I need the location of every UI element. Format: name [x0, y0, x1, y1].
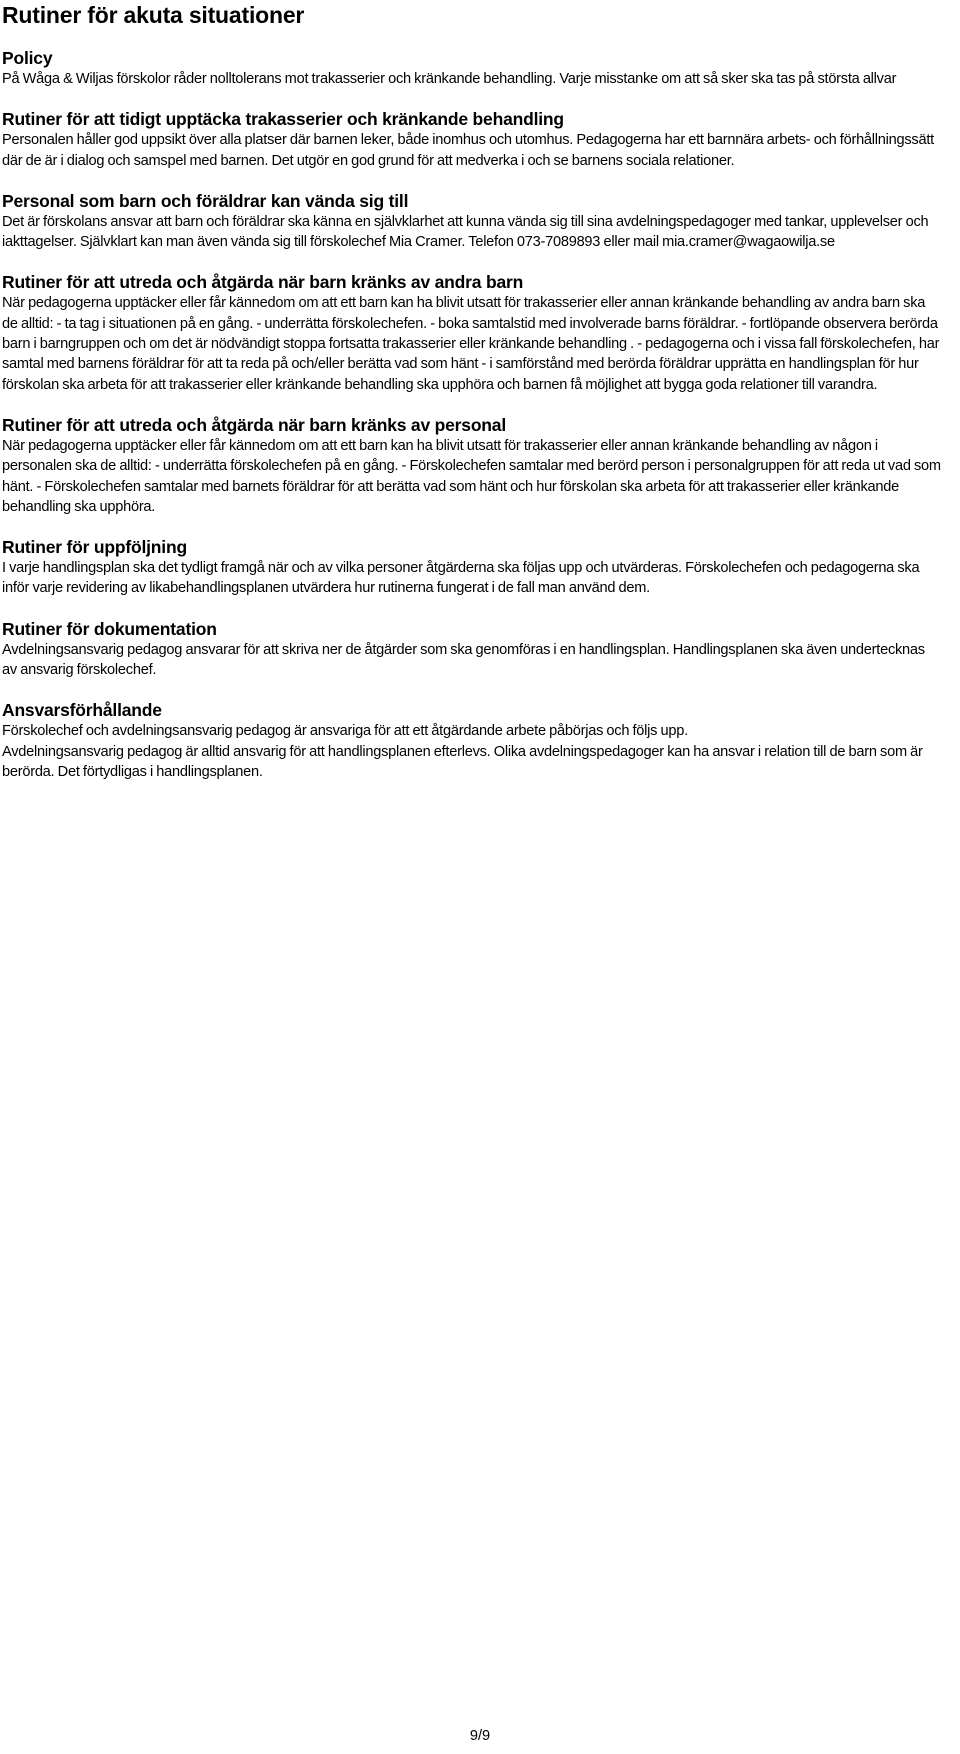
section-heading: Rutiner för att tidigt upptäcka trakasserier och kränkande behandling	[2, 109, 564, 130]
section-paragraph: Avdelningsansvarig pedagog är alltid ansvarig för att handlingsplanen efterlevs. Olika avdelningspedagoger kan ha ansvar i relation till de barn som är berörda. Det förtydligas i handlingsplanen.	[2, 743, 923, 780]
section-heading: Rutiner för dokumentation	[2, 618, 217, 639]
section-paragraph: När pedagogerna upptäcker eller får kännedom om att ett barn kan ha blivit utsatt för trakasserier eller annan kränkande behandling av någon i personalen ska de alltid: - underrätta förskolechefen på en gång. - Förskolechefen samtalar med berörd person i personalgruppen för att reda ut vad som hänt. - Förskolechefen samtalar med barnets föräldrar för att berätta vad som hänt och hur förskolan ska arbeta för att trakasserier eller kränkande behandling ska upphöra.	[2, 437, 941, 515]
section-documentation	[2, 619, 942, 681]
section-follow-up	[2, 537, 942, 599]
section-heading: Rutiner för uppföljning	[2, 537, 187, 558]
section-responsibility	[2, 700, 942, 782]
section-paragraph: Avdelningsansvarig pedagog ansvarar för att skriva ner de åtgärder som ska genomföras i en handlingsplan. Handlingsplanen ska även undertecknas av ansvarig förskolechef.	[2, 641, 925, 679]
section-policy	[2, 48, 942, 89]
section-paragraph: Personalen håller god uppsikt över alla platser där barnen leker, både inomhus och utomhus. Pedagogerna har ett barnnära arbets- och förhållningssätt där de är i dialog och samspel med barnen. Det utgör en god grund för att medverka i och se barnens sociala relationer.	[2, 132, 934, 169]
section-contact-staff	[2, 191, 942, 253]
section-child-offended-by-children	[2, 272, 942, 394]
section-paragraph: Det är förskolans ansvar att barn och föräldrar ska känna en självklarhet att kunna vända sig till sina avdelningspedagoger med tankar, upplevelser och iakttagelser. Självklart kan man även vända sig till förskolechef Mia Cramer. Telefon 073-7089893 eller mail mia.cramer@wagaowilja.se	[2, 213, 929, 251]
section-paragraph: Förskolechef och avdelningsansvarig pedagog är ansvariga för att ett åtgärdande arbete påbörjas och följs upp.	[2, 723, 688, 740]
section-heading: Policy	[2, 48, 53, 68]
page-number: 9/9	[469, 1728, 491, 1744]
section-heading: Personal som barn och föräldrar kan vända sig till	[2, 190, 409, 211]
section-early-detection	[2, 109, 942, 171]
section-heading: Rutiner för att utreda och åtgärda när barn kränks av personal	[2, 414, 506, 435]
section-heading: Rutiner för att utreda och åtgärda när barn kränks av andra barn	[2, 272, 524, 293]
document-page	[0, 0, 942, 782]
section-paragraph: I varje handlingsplan ska det tydligt framgå när och av vilka personer åtgärderna ska följas upp och utvärderas. Förskolechefen och pedagogerna ska inför varje revidering av likabehandlingsplanen utvärdera hur rutinerna fungerat i de fall man använd dem.	[2, 560, 920, 597]
section-child-offended-by-staff	[2, 415, 942, 517]
section-paragraph: På Wåga & Wiljas förskolor råder nolltolerans mot trakasserier och kränkande behandling. Varje misstanke om att så sker ska tas på största allvar	[2, 71, 897, 87]
section-paragraph: När pedagogerna upptäcker eller får kännedom om att ett barn kan ha blivit utsatt för trakasserier eller annan kränkande behandling av andra barn ska de alltid: - ta tag i situationen på en gång. - underrätta förskolechefen. - boka samtalstid med involverade barns föräldrar. - fortlöpande observera berörda barn i barngruppen och om det är nödvändigt stoppa fortsatta trakasserier eller kränkande behandling . - pedagogerna och i vissa fall förskolechefen, har samtal med barnens föräldrar för att ta reda på och/eller berätta vad som hänt - i samförstånd med berörda föräldrar upprätta en handlingsplan för hur förskolan ska arbeta för att trakasserier eller kränkande behandling ska upphöra och barnen få möjlighet att bygga goda relationer till varandra.	[2, 295, 940, 393]
document-title: Rutiner för akuta situationer	[2, 2, 305, 28]
section-heading: Ansvarsförhållande	[2, 700, 162, 721]
